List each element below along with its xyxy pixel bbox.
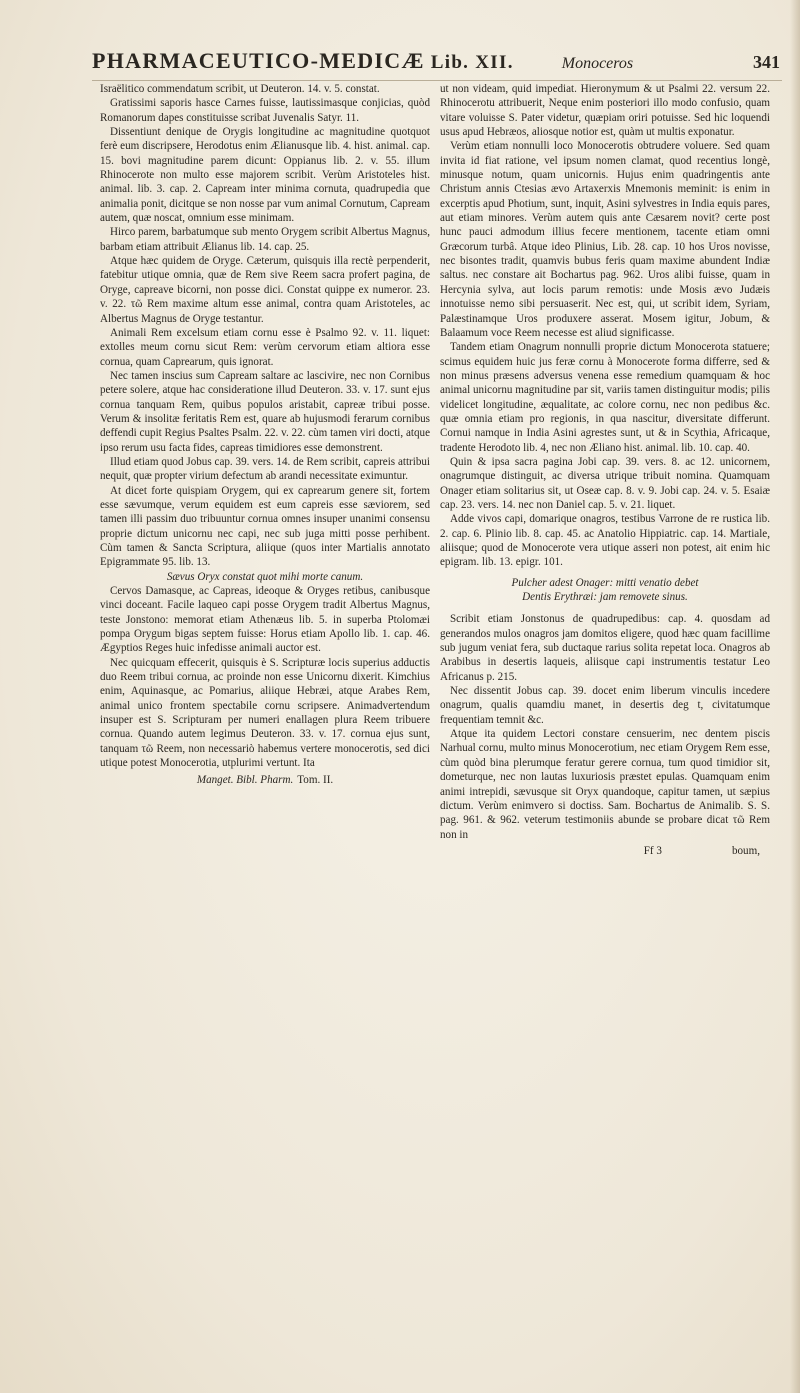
paragraph: Atque hæc quidem de Oryge. Cæterum, quisquis illa rectè perpenderit, fatebitur utique omnia, quæ de Rem sive Reem sacra profert pagina, de Oryge, capreave bicorni, non posse dici. Constat quippe ex numeror. 23. v. 22. τῶ Rem maxime altum esse animal, contra quam Aristoteles, ac Albertus Magnus de Oryge testantur. [100,255,430,325]
paragraph: Nec dissentit Jobus cap. 39. docet enim liberum vinculis incedere onagrum, qualis quamdiu manet, in desertis deg t, civitatumque frequentiam temnit &c. [440,685,770,726]
page-header [92,48,782,78]
paragraph: Scribit etiam Jonstonus de quadrupedibus: cap. 4. quosdam ad generandos mulos onagros jam domitos eligere, quod hæc quam facillime sub jugum veniat fera, sub ductaque rarius solita repetat loca. Onagros ab Arabibus in desertis laqueis, aliisque capi instrumentis testatur Leo Africanus p. 215. [440,613,770,683]
epigram-verse: Sævus Oryx constat quot mihi morte canum. [166,570,364,583]
paragraph: Verùm etiam nonnulli loco Monocerotis obtrudere voluere. Sed quam invita id fiat ratione, vel ipsum nomen clamat, quod recentius longè, minusque notum, quam unicornis. Hujus enim quadringentis ante Christum annis Ctesias ævo Artaxerxis Mnemonis meminit: is enim in excerptis apud Photium, sunt, inquit, Asini sylvestres in India equis pares, aut etiam minores. Verùm autem quis ante Cæsarem novit? certe post hunc pauci admodum illius fecere mentionem, tacente etiam omni Græcorum turbâ. Atque ideo Plinius, Lib. 28. cap. 10 hos Uros novisse, nec bisontes tradit, quamvis bubus feris quam maxime abundent Indiæ saltus. nec constare ait Bochartus pag. 962. Uros alibi fuisse, quam in Hercynia sylva, aut locis parum remotis: unde Mosis ævo Judæis innotuisse nemo sibi persuaserit. Nec est, qui, ut scribit idem, Syriam, Palæstinamque Uros produxere asserat. Mosem igitur, Jobum, & Balaamum voce Reem necesse est aliud significasse. [440,140,770,339]
running-head-title: PHARMACEUTICO-MEDICÆ [92,48,425,73]
volume-signature [100,773,430,787]
running-head [92,48,514,74]
paragraph: Tandem etiam Onagrum nonnulli proprie dictum Monocerota statuere; scimus equidem huic jus feræ cornu à Monocerote forma differre, sed & non minus præsens adversus venena esse remedium quamquam & hoc animal unicornu magnitudine par sit, variis tamen distinguitur modis; pilis videlicet longitudine, æqualitate, ac colore cornu, nec non pedibus &c. quæ omnia etiam pro regionis, in qua nascitur, diversitate differunt. Cornui namque in India Asini agrestes sunt, ut & in Scythia, Africaque, tradente Herodoto lib. 4, nec non Æliano hist. animal. lib. 10. cap. 40. [440,341,770,454]
header-rule [92,80,782,81]
paragraph: Adde vivos capi, domarique onagros, testibus Varrone de re rustica lib. 2. cap. 6. Plinio lib. 8. cap. 45. ac Anatolio Hippiatric. cap. 14. Martiale, aliisque; quod de Monocerote vera utique asseri non potest, ait enim hic epigram. lib. 13. epigr. 101. [440,513,770,569]
catchword: boum, [731,844,760,857]
paragraph: Dissentiunt denique de Orygis longitudine ac magnitudine quotquot ferè eum discripsere, Herodotus enim Ælianusque lib. 4. hist. animal. cap. 15. bovi magnitudine parem dicunt: Oppianus lib. 2. v. 55. illum Rhinocerote non multo esse majorem scribit. Verùm Aristoteles hist. animal. lib. 3. cap. 2. Capream inter minima cornuta, quadrupedia que animalia ponit, dicitque se non nosse par vum animal Cornutum, Capream autem, quæ noscat, omnium esse minimam. [100,126,430,225]
paragraph: Atque ita quidem Lectori constare censuerim, nec dentem piscis Narhual cornu, multo minus Monocerotium, nec etiam Orygem Rem esse, cùm quòd bina plerumque feratur gerere cornua, tum quod timidior sit, dometurque, nec non lautas luxuriosis præstet epulas. Quamquam enim animi intrepidi, sævusque sit Oryx quandoque, capitur tamen, ut sæpius dictum. Verùm enimvero si doctiss. Sam. Bochartus de Animalib. S. S. pag. 961. & 962. veterum testimoniis abunde se probare dicat τῶ Rem non in [440,728,770,841]
paragraph: Quin & ipsa sacra pagina Jobi cap. 39. vers. 8. ac 12. unicornem, onagrumque distinguit, ac diversa utrique tribuit nomina. Quamquam Onager etiam solitarius sit, ut Oseæ cap. 8. v. 9. Jobi cap. 24. v. 5. Esaiæ cap. 23. vers. 14. nec non Daniel cap. 5. v. 21. liquet. [440,455,770,511]
verse-line: Dentis Erythræi: jam removete sinus. [522,591,688,604]
paragraph: Illud etiam quod Jobus cap. 39. vers. 14. de Rem scribit, capreis attribui nequit, quæ propter virium defectum ab arandi necessitate eximuntur. [100,455,430,483]
signature-mark: Ff 3 [643,844,662,857]
section-title: Monoceros [561,55,634,72]
paragraph: Hirco parem, barbatumque sub mento Orygem scribit Albertus Magnus, barbam etiam attribuit Ælianus lib. 14. cap. 25. [100,226,430,253]
page-edge-shadow [790,0,800,1393]
signature-author: Manget. Bibl. Pharm. [196,773,294,786]
right-column [440,82,770,1272]
signature-volume: Tom. II. [297,773,334,786]
paragraph: Nec tamen inscius sum Capream saltare ac lascivire, nec non Cornibus petere solere, atque hac consideratione illud Deuteron. 33. v. 17. sunt ejus cornua tanquam Rem, quibus populos aristabit, capreæ tribui posse. Verum & insolitæ feritatis Rem est, quare ab hujusmodi ferarum cornibus deffendi cupit Regius Psaltes Psalm. 22. v. 22. cùm tamen viri docti, atque ipso rerum usu facta fides, capreas timidiores esse demonstrent. [100,369,430,454]
paragraph: Nec quicquam effecerit, quisquis è S. Scripturæ locis superius adductis duo Reem tribui cornua, ac proinde non esse Unicornu dixerit. Kimchius enim, Aquinasque, ac Pomarius, aliique Hebræi, atque Arabes Rem, animal unico frontem spectabile cornu scripsere. Animadvertendum insuper est S. Scripturam per numeri enallagen plura Reem tribuere cornua. Quando autem legimus Deuteron. 33. v. 17. cornua ejus sunt, tanquam τῶ Reem, non necessariò habemus vertere monocerotis, sed dici utique potest Monocerotia, utplurimi vertunt. Ita [100,656,430,770]
book-number: Lib. XII. [430,52,514,73]
epigram-verse [440,576,770,605]
verse-line: Pulcher adest Onager: mitti venatio debet [511,576,699,589]
paragraph: Israëlitico commendatum scribit, ut Deuteron. 14. v. 5. constat. [100,83,380,95]
paragraph: Gratissimi saporis hasce Carnes fuisse, lautissimasque conjicias, quòd Romanorum dapes constituisse scribat Juvenalis Satyr. 11. [100,97,430,124]
left-column [100,82,430,1272]
paragraph: ut non videam, quid impediat. Hieronymum & ut Psalmi 22. versum 22. Rhinocerotu attribuerit, Neque enim posteriori illo modo confusio, quam vitare voluisse S. Pater videtur, quæpiam oriri potuisse. Sed hic loquendi usus apud Hebræos, aliosque notior est, quàm ut multis exponatur. [440,83,770,139]
page-number: 341 [753,52,780,72]
catchword-line [440,844,770,858]
paragraph: Cervos Damasque, ac Capreas, ideoque & Oryges retibus, canibusque vinci doceant. Facile laqueo capi posse Orygem tradit Albertus Magnus, teste Jonstono: memorat etiam Athenæus lib. 5. in superba Ptolomæi pompa Orygum bigas septem fuisse: Horus etiam Apollo lib. 1. cap. 46. Ægyptios Reges huic infedisse animali auctor est. [100,585,430,655]
paragraph: At dicet forte quispiam Orygem, qui ex caprearum genere sit, fortem esse sævumque, verum equidem est eum capreis esse sæviorem, sed tamen illi passim duo tribuuntur cornua omnes insuper unanimi consensu proprie dictum unicornu nec capi, nec sub juga mitti posse perhibent. Cùm tamen & Sancta Scriptura, aliique (quos inter Martialis annotato Epigrammate 95. lib. 13. [100,484,430,569]
paragraph: Animali Rem excelsum etiam cornu esse è Psalmo 92. v. 11. liquet: extolles meum cornu sicut Rem: verùm cervorum etiam altiora esse cornua, quam Caprearum, quis ignorat. [100,326,430,368]
